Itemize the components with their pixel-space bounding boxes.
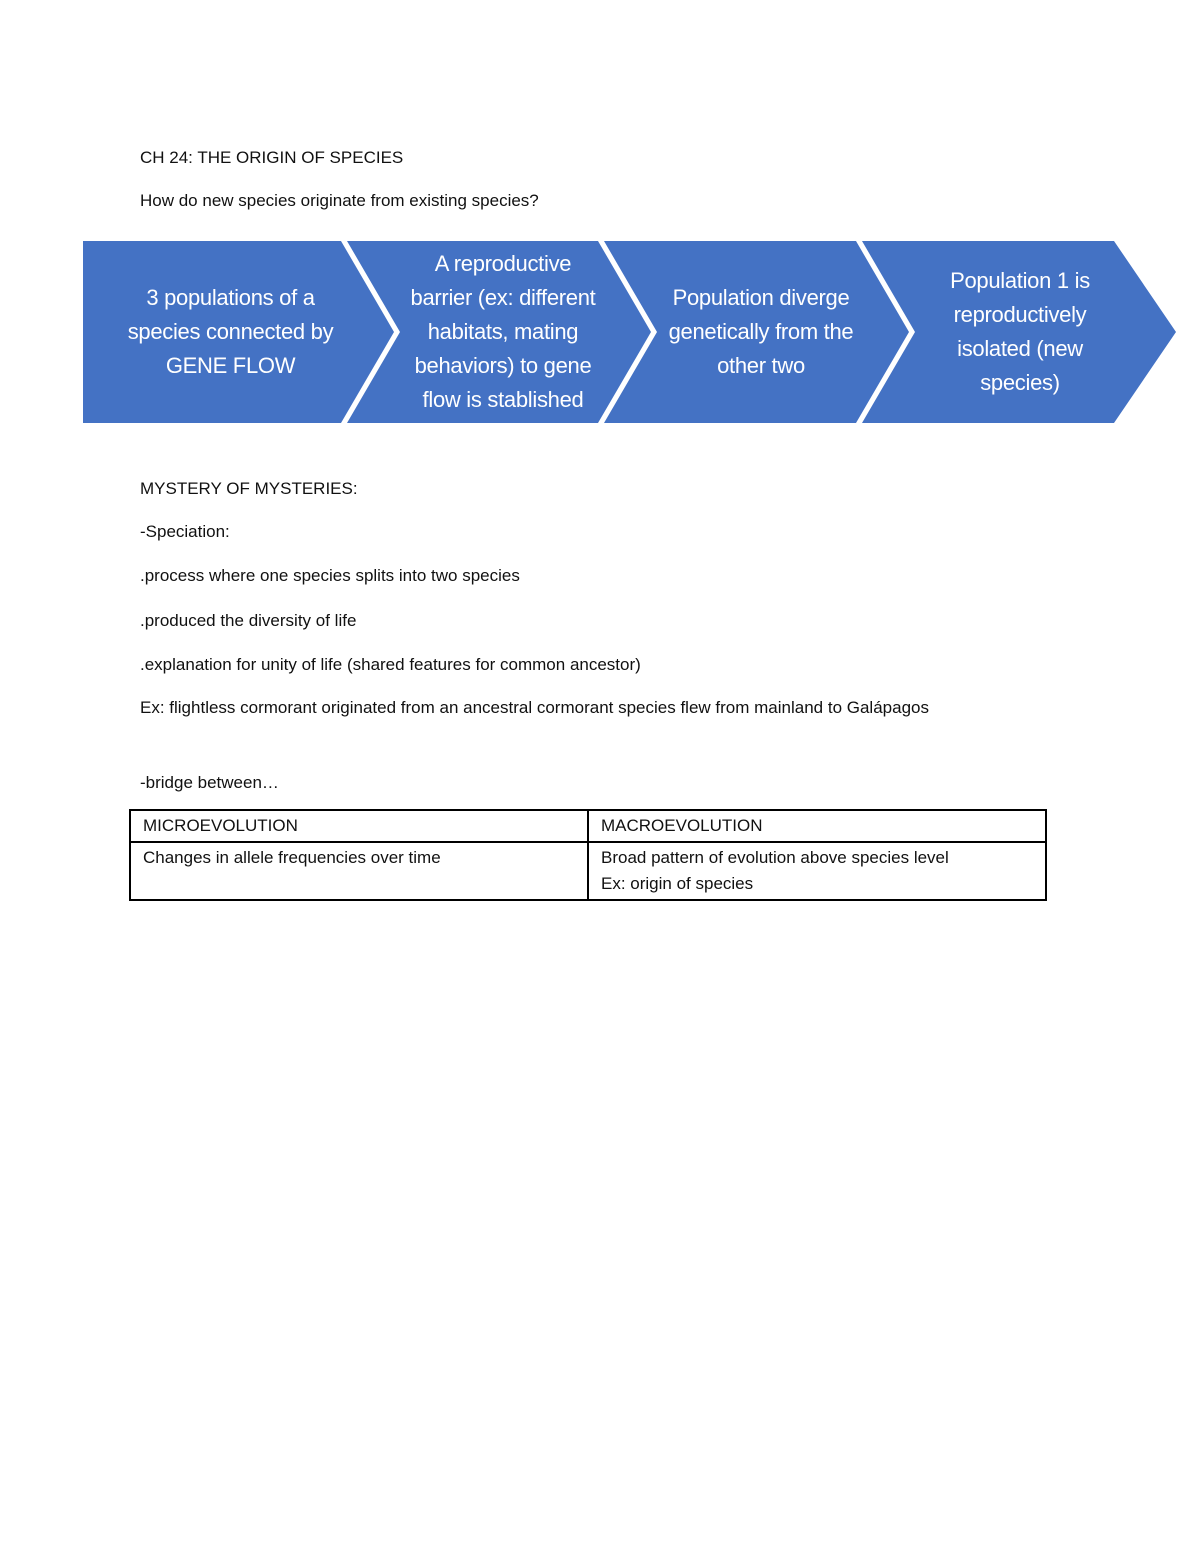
table-row [130, 842, 1046, 900]
header-microevolution: MICROEVOLUTION [130, 810, 588, 842]
intro-question: How do new species originate from existing species? [140, 191, 539, 210]
point-item: .explanation for unity of life (shared features for common ancestor) [140, 655, 641, 674]
point-item: .process where one species splits into two species [140, 566, 520, 585]
point-item: .produced the diversity of life [140, 611, 357, 630]
example-text: Ex: flightless cormorant originated from an ancestral cormorant species flew from mainland to Galápagos [140, 698, 929, 717]
table-header-row [130, 810, 1046, 842]
cell-macro-line1: Broad pattern of evolution above species level [601, 848, 949, 867]
comparison-table [129, 809, 1047, 901]
cell-macro [588, 842, 1046, 900]
flow-step-3-text: Population diverge genetically from the other two [668, 285, 854, 378]
section-heading: MYSTERY OF MYSTERIES: [140, 479, 358, 498]
flow-step-1-text: 3 populations of a species connected by GENE FLOW [127, 285, 334, 378]
bridge-text: -bridge between… [140, 773, 279, 792]
speciation-label: -Speciation: [140, 522, 230, 541]
page-title: CH 24: THE ORIGIN OF SPECIES [140, 148, 404, 167]
flow-step-4-text: Population 1 is reproductively isolated (new species) [950, 268, 1090, 395]
header-macroevolution: MACROEVOLUTION [588, 810, 1046, 842]
flow-step-2-text: A reproductive barrier (ex: different habitats, mating behaviors) to gene flow is stablished [410, 251, 596, 412]
cell-macro-line2: Ex: origin of species [601, 874, 754, 893]
cell-micro: Changes in allele frequencies over time [130, 842, 588, 900]
